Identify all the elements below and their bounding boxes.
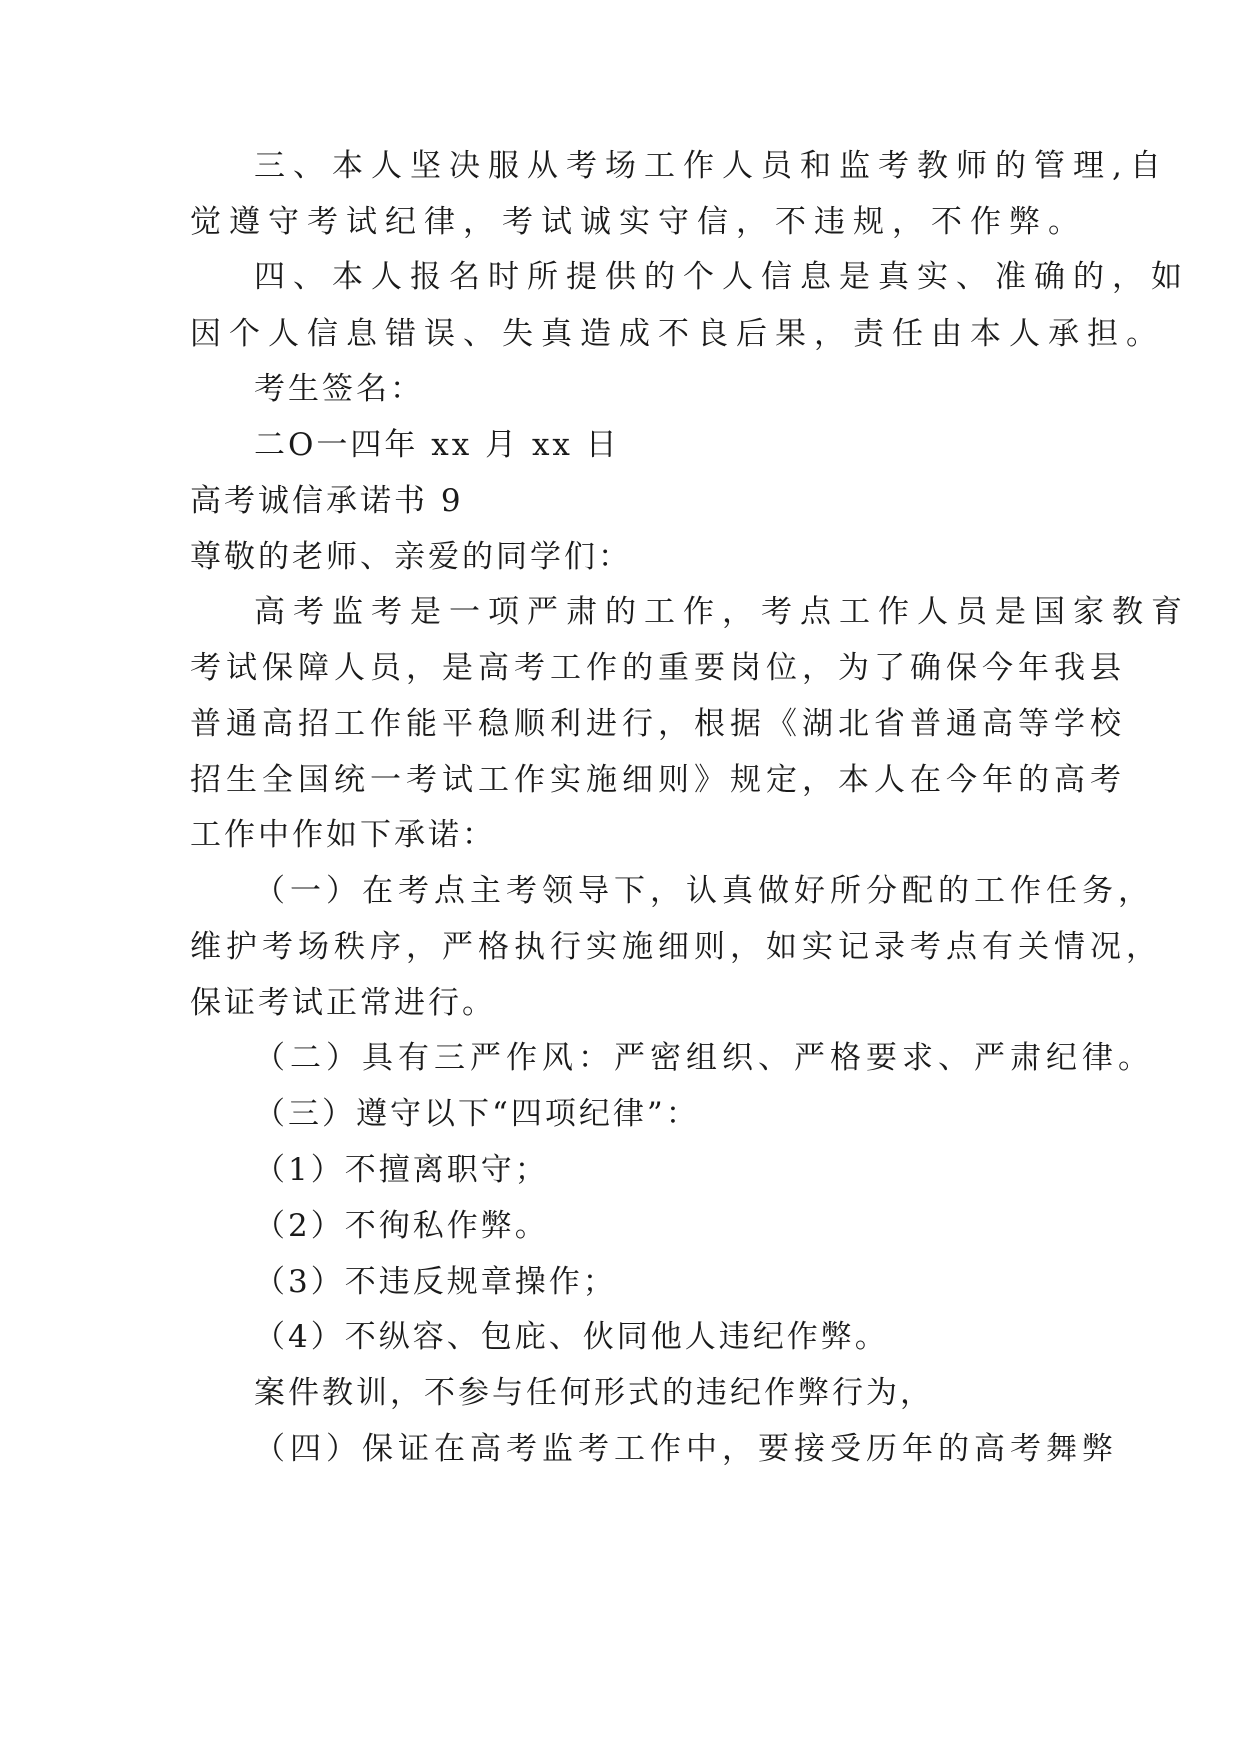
text-line: 案件教训，不参与任何形式的违纪作弊行为， xyxy=(254,1375,934,1411)
text-line: 觉遵守考试纪律，考试诚实守信，不违规，不作弊。 xyxy=(190,204,1087,240)
text-line: （一）在考点主考领导下，认真做好所分配的工作任务， xyxy=(254,873,1154,909)
text-line: 维护考场秩序，严格执行实施细则，如实记录考点有关情况， xyxy=(190,929,1162,965)
text-line: 尊敬的老师、亲爱的同学们： xyxy=(190,539,632,575)
text-line: 招生全国统一考试工作实施细则》规定，本人在今年的高考 xyxy=(190,762,1126,798)
text-line: 普通高招工作能平稳顺利进行，根据《湖北省普通高等学校 xyxy=(190,706,1126,742)
text-line: 二O一四年 xx 月 xx 日 xyxy=(254,427,620,463)
text-line: 四、本人报名时所提供的个人信息是真实、准确的，如 xyxy=(254,259,1190,295)
text-line: （三）遵守以下“四项纪律”： xyxy=(254,1096,700,1132)
text-line: 考生签名： xyxy=(254,371,424,407)
text-line: 因个人信息错误、失真造成不良后果，责任由本人承担。 xyxy=(190,316,1165,352)
text-line: （3）不违反规章操作； xyxy=(254,1264,617,1300)
text-line: （四）保证在高考监考工作中，要接受历年的高考舞弊 xyxy=(254,1431,1118,1467)
text-line: （2）不徇私作弊。 xyxy=(254,1208,549,1244)
text-line: （4）不纵容、包庇、伙同他人违纪作弊。 xyxy=(254,1319,889,1355)
text-line: 高考监考是一项严肃的工作，考点工作人员是国家教育 xyxy=(254,594,1190,630)
text-line: 工作中作如下承诺： xyxy=(190,817,496,853)
text-line: 三、本人坚决服从考场工作人员和监考教师的管理,自 xyxy=(254,148,1169,184)
text-line: 考试保障人员，是高考工作的重要岗位，为了确保今年我县 xyxy=(190,650,1126,686)
text-line: （1）不擅离职守； xyxy=(254,1152,549,1188)
text-line: （二）具有三严作风：严密组织、严格要求、严肃纪律。 xyxy=(254,1040,1154,1076)
text-line: 保证考试正常进行。 xyxy=(190,985,496,1021)
text-line: 高考诚信承诺书 9 xyxy=(190,483,464,519)
